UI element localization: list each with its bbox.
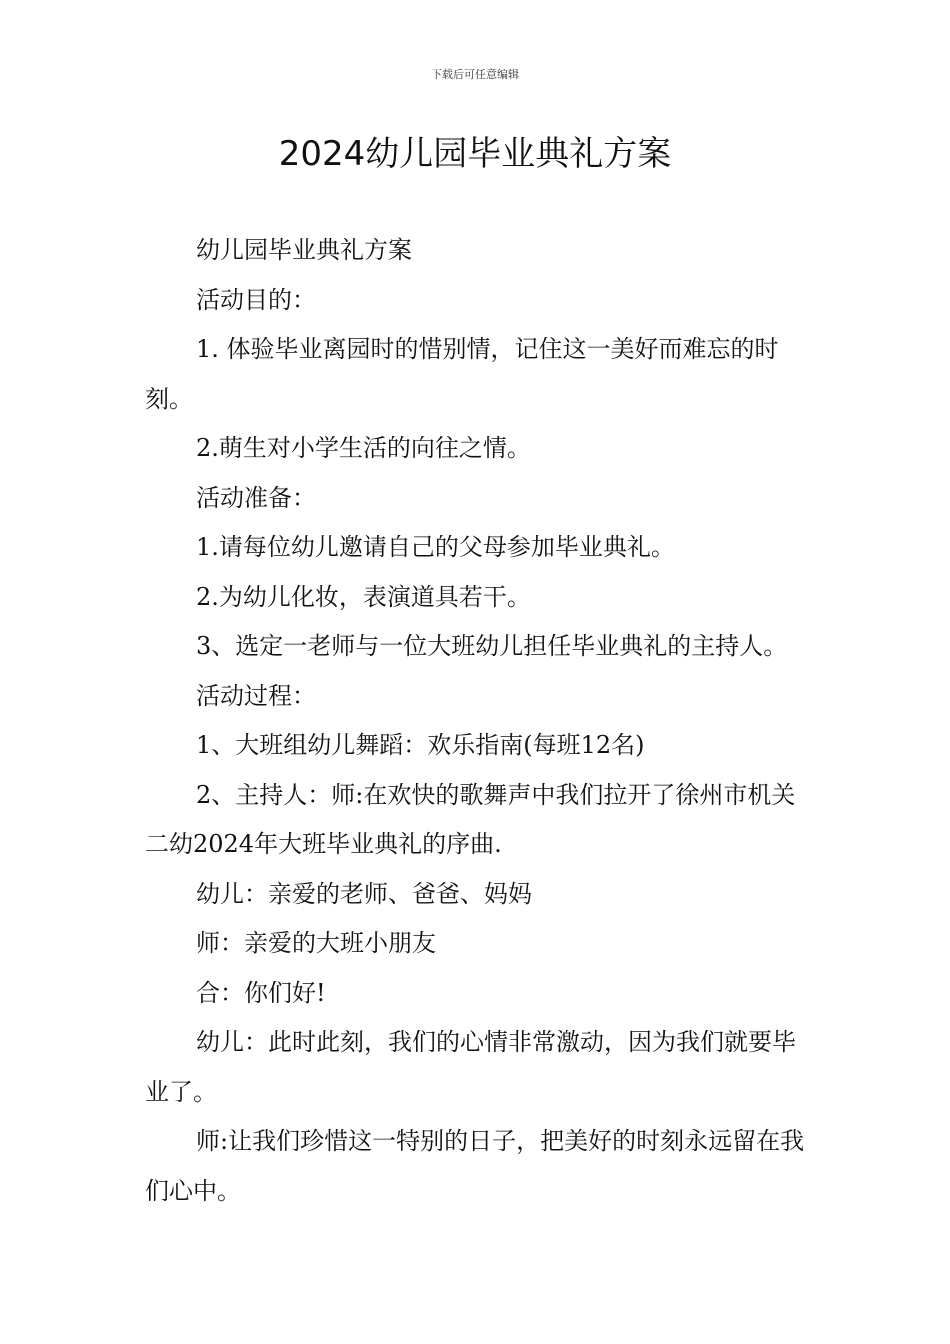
paragraph-process-2: 2、主持人：师:在欢快的歌舞声中我们拉开了徐州市机关二幼2024年大班毕业典礼的序曲. bbox=[145, 780, 796, 858]
paragraph-dialogue-teacher-1: 师：亲爱的大班小朋友 bbox=[196, 929, 436, 957]
paragraph-section-purpose: 活动目的： bbox=[196, 285, 316, 314]
document-title: 2024幼儿园毕业典礼方案 bbox=[278, 134, 672, 174]
document-body bbox=[145, 226, 810, 1216]
paragraph-section-preparation: 活动准备： bbox=[196, 483, 316, 512]
header-note: 下载后可任意编辑 bbox=[431, 68, 519, 81]
paragraph-preparation-1: 1.请每位幼儿邀请自己的父母参加毕业典礼。 bbox=[196, 533, 675, 561]
paragraph-purpose-1: 1. 体验毕业离园时的惜别情，记住这一美好而难忘的时刻。 bbox=[145, 335, 779, 413]
paragraph-dialogue-child-2: 幼儿：此时此刻，我们的心情非常激动，因为我们就要毕业了。 bbox=[145, 1028, 796, 1106]
paragraph-purpose-2: 2.萌生对小学生活的向往之情。 bbox=[196, 434, 531, 462]
paragraph-process-1: 1、大班组幼儿舞蹈：欢乐指南(每班12名) bbox=[196, 731, 645, 759]
paragraph-dialogue-teacher-2: 师:让我们珍惜这一特别的日子，把美好的时刻永远留在我们心中。 bbox=[145, 1127, 805, 1205]
paragraph-dialogue-child-1: 幼儿：亲爱的老师、爸爸、妈妈 bbox=[196, 879, 532, 908]
paragraph-dialogue-together: 合：你们好! bbox=[196, 978, 326, 1007]
paragraph-preparation-3: 3、选定一老师与一位大班幼儿担任毕业典礼的主持人。 bbox=[196, 632, 788, 660]
paragraph-heading: 幼儿园毕业典礼方案 bbox=[196, 236, 412, 264]
paragraph-section-process: 活动过程： bbox=[196, 681, 316, 710]
paragraph-preparation-2: 2.为幼儿化妆，表演道具若干。 bbox=[196, 582, 531, 611]
